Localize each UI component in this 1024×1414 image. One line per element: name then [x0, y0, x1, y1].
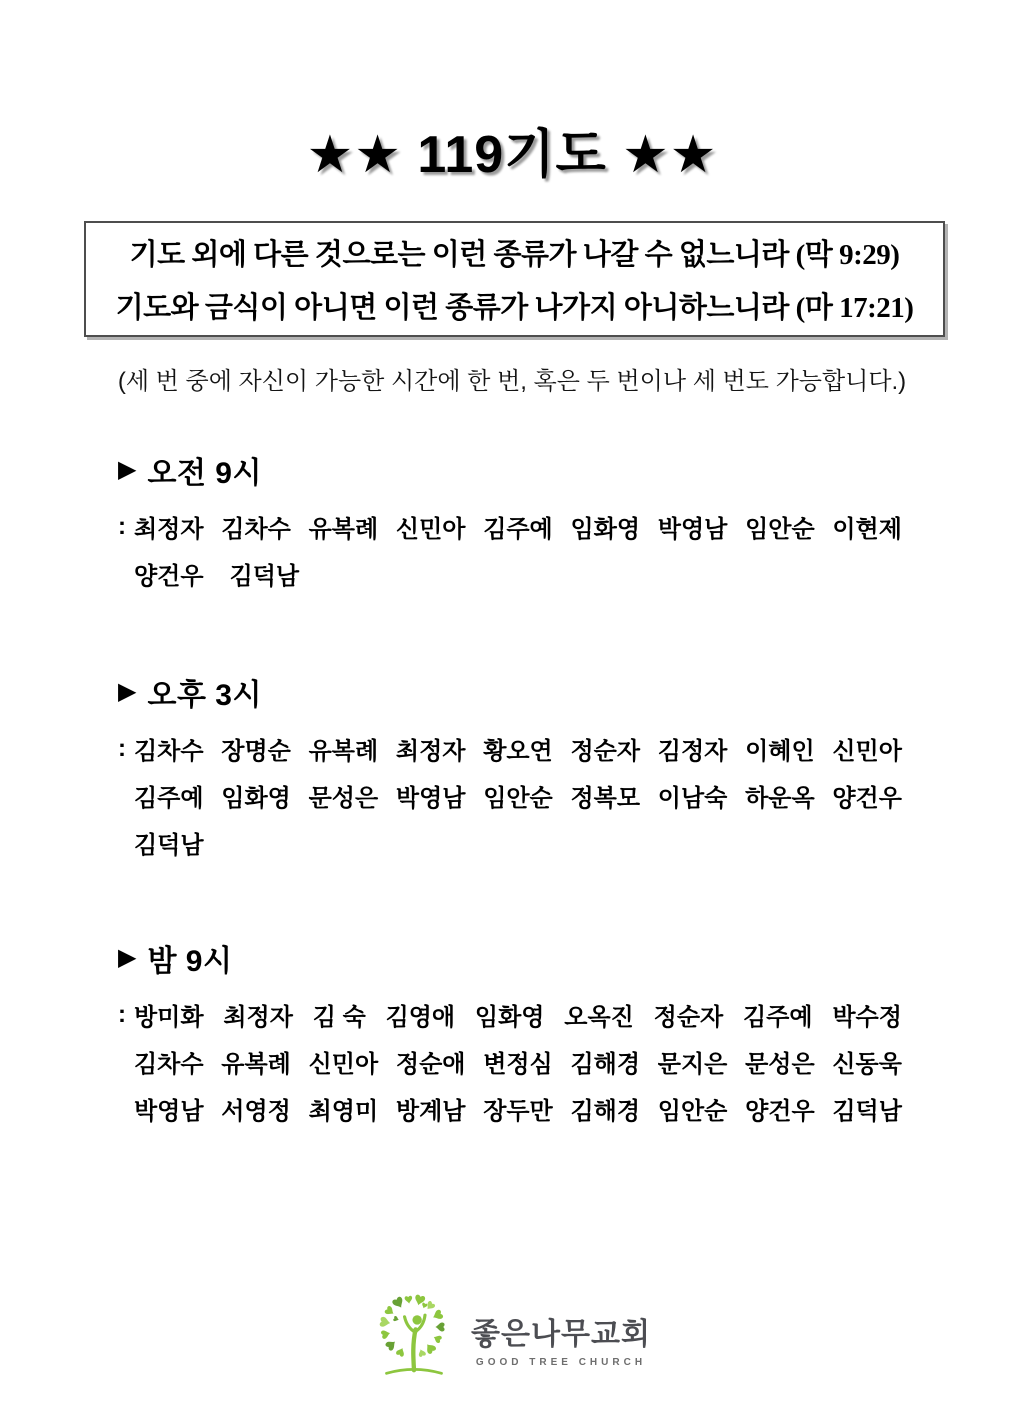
section-time-label: 밤 9시 [147, 945, 233, 978]
person-name: 김덕남 [832, 1098, 902, 1125]
person-name: 임화영 [474, 1004, 545, 1031]
church-name: 좋은나무교회 [471, 1317, 651, 1351]
name-list [134, 778, 902, 813]
church-logo [0, 1294, 1024, 1382]
person-name: 김덕남 [134, 832, 204, 859]
name-row [118, 1038, 902, 1085]
name-list [134, 556, 902, 591]
person-name: 신민아 [308, 1051, 379, 1078]
person-name: 김해경 [570, 1051, 641, 1078]
section-time-label: 오전 9시 [147, 457, 262, 490]
person-name: 박수정 [832, 1004, 902, 1031]
name-list [134, 1044, 902, 1079]
name-row [118, 819, 902, 866]
prayer-section [118, 450, 902, 597]
person-name: 김차수 [134, 1051, 204, 1078]
person-name: 김해경 [570, 1098, 641, 1125]
bible-verse-box [84, 221, 945, 337]
bible-verse-line-2: 기도와 금식이 아니면 이런 종류가 나가지 아니하느니라 (마 17:21) [115, 292, 914, 324]
person-name: 김덕남 [229, 563, 300, 590]
section-time-label: 오후 3시 [147, 679, 262, 712]
name-list [134, 825, 902, 860]
name-list [134, 731, 902, 766]
person-name: 김차수 [221, 516, 291, 543]
person-name: 신동욱 [832, 1051, 902, 1078]
triangle-bullet-icon: ▶ [118, 944, 137, 971]
name-row [118, 1085, 902, 1132]
person-name: 김주예 [483, 516, 553, 543]
person-name: 김차수 [134, 738, 204, 765]
person-name: 신민아 [395, 516, 466, 543]
name-row [118, 503, 902, 550]
person-name: 김주예 [134, 785, 204, 812]
person-name: 임안순 [483, 785, 553, 812]
person-name: 서영정 [221, 1098, 291, 1125]
person-name: 임화영 [570, 516, 641, 543]
person-name: 문성은 [745, 1051, 815, 1078]
person-name: 방미화 [134, 1004, 204, 1031]
person-name: 김주예 [743, 1004, 813, 1031]
person-name: 김정자 [657, 738, 728, 765]
name-row [118, 991, 902, 1038]
instruction-note: (세 번 중에 자신이 가능한 시간에 한 번, 혹은 두 번이나 세 번도 가능합니다.) [117, 368, 907, 395]
church-logo-text [471, 1309, 651, 1368]
person-name: 정복모 [570, 785, 641, 812]
person-name: 최영미 [308, 1098, 379, 1125]
church-name-english: GOOD TREE CHURCH [475, 1356, 647, 1368]
name-row [118, 772, 902, 819]
person-name: 양건우 [134, 563, 204, 590]
person-name: 정순애 [395, 1051, 466, 1078]
name-list [134, 509, 902, 544]
name-list [134, 997, 902, 1032]
person-name: 박영남 [657, 516, 728, 543]
person-name: 임안순 [745, 516, 815, 543]
person-name: 하운옥 [745, 785, 815, 812]
person-name: 최정자 [223, 1004, 293, 1031]
colon-prefix: : [118, 512, 126, 540]
person-name: 방계남 [395, 1098, 466, 1125]
bible-verse-line-1: 기도 외에 다른 것으로는 이런 종류가 나갈 수 없느니라 (막 9:29) [129, 239, 900, 271]
person-name: 박영남 [395, 785, 466, 812]
person-name: 임안순 [657, 1098, 728, 1125]
page-title: ★★ 119기도 ★★ [306, 126, 718, 184]
person-name: 오옥진 [564, 1004, 634, 1031]
person-name: 이남숙 [657, 785, 728, 812]
name-list [134, 1091, 902, 1126]
person-name: 최정자 [395, 738, 466, 765]
person-name: 장두만 [483, 1098, 553, 1125]
person-name: 문성은 [308, 785, 379, 812]
person-name: 황오연 [483, 738, 553, 765]
person-name: 이현제 [832, 516, 902, 543]
person-name: 유복례 [308, 738, 379, 765]
person-name: 유복례 [221, 1051, 291, 1078]
section-time-header [118, 938, 902, 978]
person-name: 문지은 [657, 1051, 728, 1078]
church-logo-tree-icon [373, 1294, 455, 1382]
person-name: 변정심 [483, 1051, 553, 1078]
person-name: 김영애 [385, 1004, 456, 1031]
person-name: 양건우 [745, 1098, 815, 1125]
person-name: 이혜인 [745, 738, 815, 765]
person-name: 유복례 [308, 516, 379, 543]
section-time-header [118, 450, 902, 490]
triangle-bullet-icon: ▶ [118, 456, 137, 483]
person-name: 양건우 [832, 785, 902, 812]
person-name: 신민아 [832, 738, 902, 765]
section-time-header [118, 672, 902, 712]
person-name: 임화영 [221, 785, 291, 812]
person-name: 정순자 [570, 738, 641, 765]
person-name: 박영남 [134, 1098, 204, 1125]
person-name: 김 숙 [312, 1004, 366, 1031]
name-row [118, 550, 902, 597]
colon-prefix: : [118, 734, 126, 762]
prayer-section [118, 672, 902, 866]
person-name: 정순자 [653, 1004, 724, 1031]
prayer-section [118, 938, 902, 1132]
colon-prefix: : [118, 1000, 126, 1028]
name-row [118, 725, 902, 772]
person-name: 장명순 [221, 738, 291, 765]
person-name: 최정자 [134, 516, 204, 543]
tree-person-figure [405, 1315, 425, 1370]
triangle-bullet-icon: ▶ [118, 678, 137, 705]
